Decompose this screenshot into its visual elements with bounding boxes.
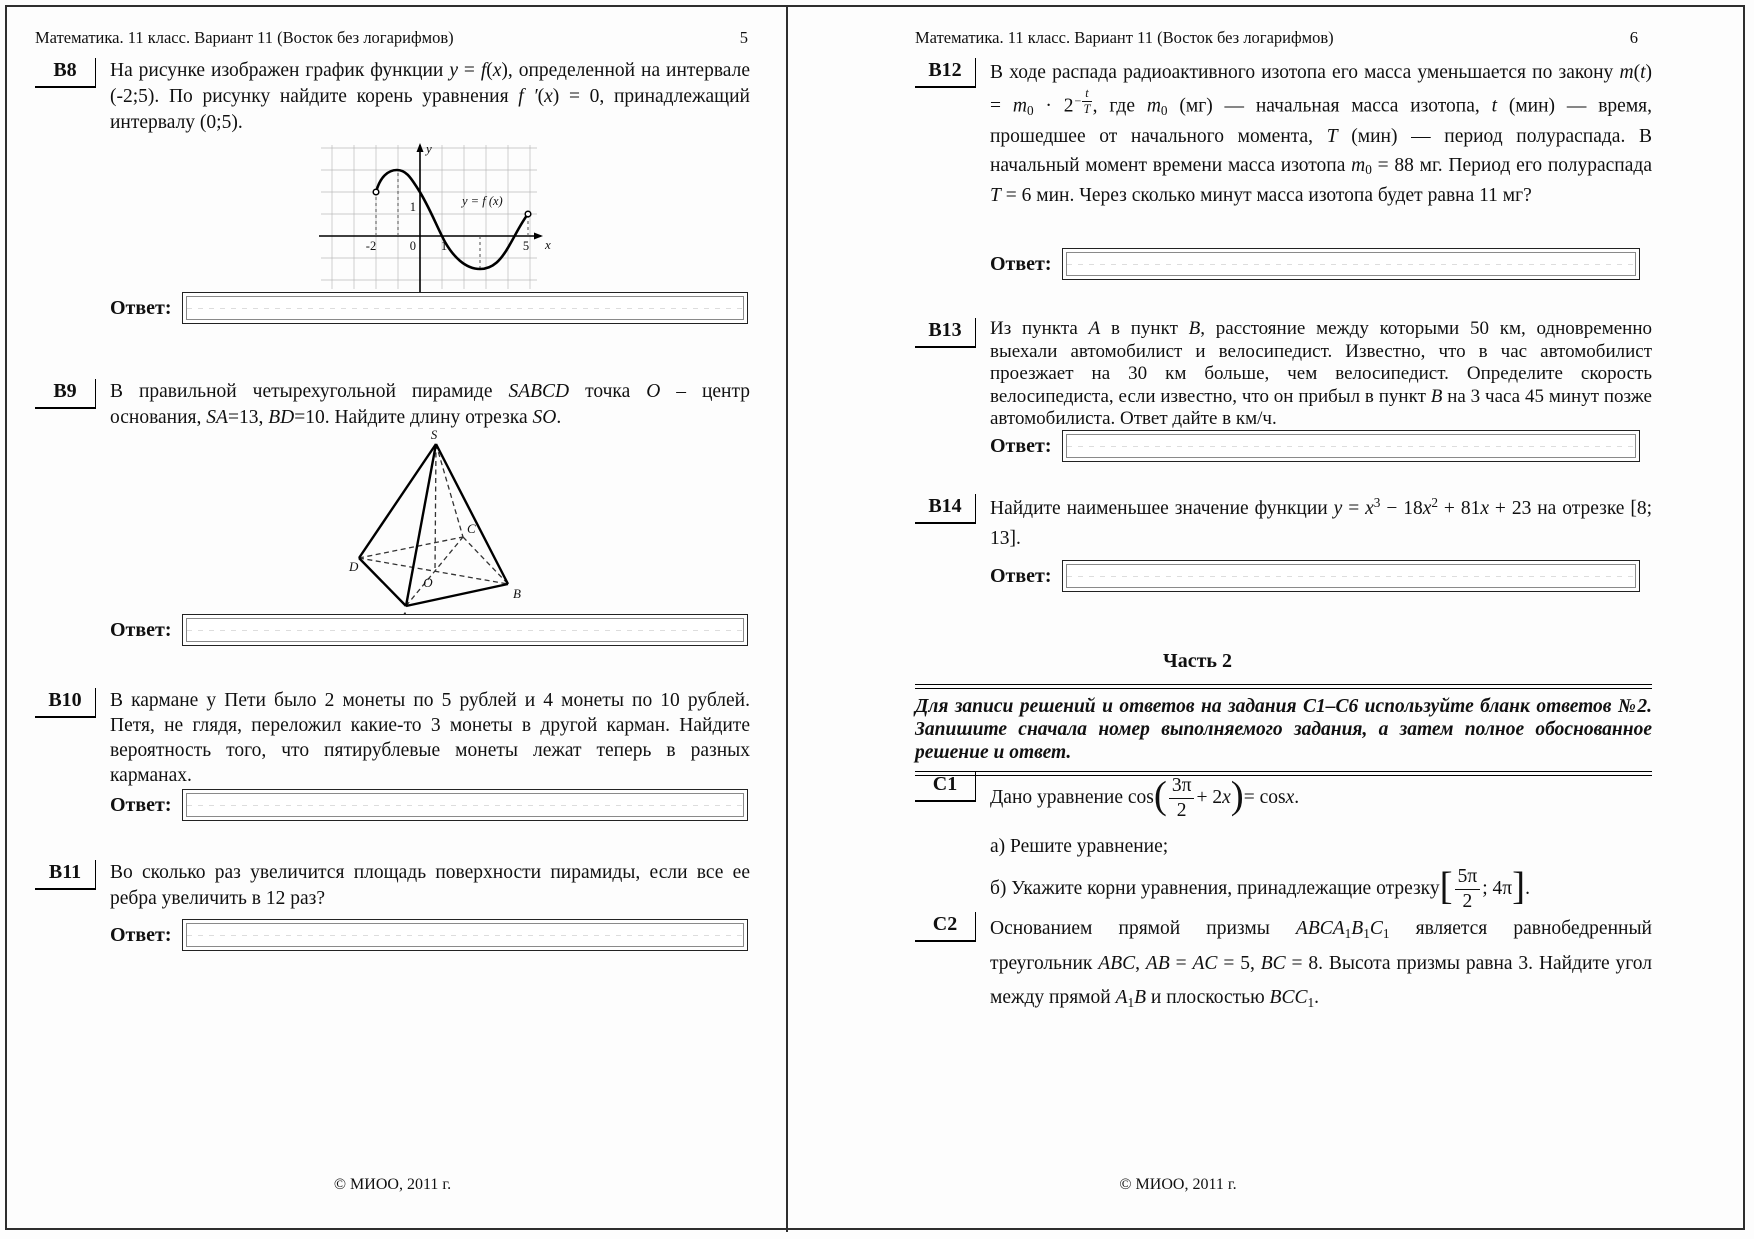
problem-b11 bbox=[35, 860, 750, 912]
answer-row-b10 bbox=[110, 789, 748, 821]
answer-label: Ответ: bbox=[110, 793, 172, 816]
answer-field[interactable] bbox=[1066, 252, 1636, 276]
problem-text: В кармане у Пети было 2 монеты по 5 рублей и 4 монеты по 10 рублей. Петя, не глядя, переложил какие-то 3 монеты в другой карман. Найдите вероятность того, что пятирублевые монеты лежат теперь в разных карманах. bbox=[110, 690, 750, 786]
tick-x-0: 0 bbox=[409, 239, 416, 253]
tick-x-neg2: -2 bbox=[365, 239, 377, 253]
problem-b13 bbox=[915, 318, 1652, 431]
answer-box-b11[interactable] bbox=[182, 919, 748, 951]
answer-field[interactable] bbox=[1066, 434, 1636, 458]
problem-c2 bbox=[915, 912, 1652, 1016]
answer-label: Ответ: bbox=[110, 618, 172, 641]
open-endpoint-right bbox=[525, 211, 531, 217]
instruction-block bbox=[915, 684, 1652, 776]
problem-text: В ходе распада радиоактивного изотопа его масса уменьшается по закону m(t) = m0 · 2 − $\frac{t}{T}$ , где m0 (мг) — начальная масса изотопа, t (мин) — время, прошедшее от начального момента, T (мин) — период полураспада. В начальный момент времени масса изотопа m0 = 88 мг. Период его полураспада T = 6 мин. Через сколько минут масса изотопа будет равна 11 мг? bbox=[990, 62, 1653, 206]
problem-text: Во сколько раз увеличится площадь поверхности пирамиды, если все ее ребра увеличить в 12 раз? bbox=[110, 862, 750, 909]
page-number: 6 bbox=[1629, 28, 1638, 47]
grid bbox=[321, 145, 537, 289]
page-divider bbox=[786, 5, 788, 1232]
vertex-label-C: C bbox=[467, 521, 476, 536]
answer-box-b13[interactable] bbox=[1062, 430, 1640, 462]
answer-label: Ответ: bbox=[110, 296, 172, 319]
header-title: Математика. 11 класс. Вариант 11 (Восток без логарифмов) bbox=[915, 28, 1334, 47]
instruction-text: Для записи решений и ответов на задания С1–С6 используйте бланк ответов №2. Запишите сначала номер выполняемого задания, а затем полное обоснованное решение и ответ. bbox=[915, 696, 1652, 763]
problem-b14 bbox=[915, 494, 1652, 553]
tick-y-1: 1 bbox=[409, 200, 416, 214]
x-axis-arrow bbox=[534, 233, 543, 240]
answer-row-b9 bbox=[110, 614, 748, 646]
problem-label: В8 bbox=[35, 58, 96, 88]
answer-row-b14 bbox=[990, 560, 1640, 592]
answer-field[interactable] bbox=[1066, 564, 1636, 588]
answer-row-b12 bbox=[990, 248, 1640, 280]
problem-label: В12 bbox=[915, 58, 976, 88]
answer-row-b13 bbox=[990, 430, 1640, 462]
y-axis-arrow bbox=[417, 143, 424, 152]
problem-label: В11 bbox=[35, 860, 96, 890]
answer-label: Ответ: bbox=[110, 923, 172, 946]
tick-x-1: 1 bbox=[440, 239, 448, 253]
problem-c1 bbox=[915, 772, 1652, 912]
answer-box-b14[interactable] bbox=[1062, 560, 1640, 592]
tick-x-5: 5 bbox=[522, 239, 530, 253]
c1-part-b: б) Укажите корни уравнения, принадлежащие отрезку [ $\frac{5\pi}{2}$ ; 4π ] . bbox=[990, 865, 1530, 912]
answer-field[interactable] bbox=[186, 793, 744, 817]
function-graph-figure bbox=[305, 139, 555, 306]
vertex-label-D: D bbox=[349, 559, 359, 574]
answer-label: Ответ: bbox=[990, 252, 1052, 275]
open-endpoint-left bbox=[373, 189, 379, 195]
problem-text: В правильной четырехугольной пирамиде SABCD точка O – центр основания, SA=13, BD=10. Найдите длину отрезка SO. bbox=[110, 381, 751, 428]
answer-row-b8 bbox=[110, 292, 748, 324]
right-page-footer: © МИОО, 2011 г. bbox=[1119, 1176, 1237, 1193]
c1-part-a: а) Решите уравнение; bbox=[990, 836, 1169, 857]
problem-label: С1 bbox=[915, 772, 976, 802]
vertex-label-B: B bbox=[513, 586, 521, 601]
vertex-label-S: S bbox=[430, 428, 438, 442]
problem-b12 bbox=[915, 58, 1652, 210]
c1-equation: Дано уравнение cos ( $\frac{3\pi}{2}$ + 2 x ) = cos x . bbox=[990, 774, 1300, 821]
y-axis-label: y bbox=[426, 141, 432, 156]
right-page-header bbox=[915, 28, 1638, 48]
header-title: Математика. 11 класс. Вариант 11 (Восток без логарифмов) bbox=[35, 28, 454, 47]
answer-row-b11 bbox=[110, 919, 748, 951]
answer-label: Ответ: bbox=[990, 434, 1052, 457]
answer-box-b8[interactable] bbox=[182, 292, 748, 324]
left-page-header bbox=[35, 28, 748, 48]
problem-b9 bbox=[35, 379, 750, 431]
problem-label: В13 bbox=[915, 318, 976, 348]
center-label-O: O bbox=[423, 575, 433, 590]
problem-text: Найдите наименьшее значение функции $y = x^3 - 18x^2 + 81x + 23$ на отрезке [8; 13]. bbox=[990, 494, 1653, 549]
function-curve bbox=[376, 170, 528, 269]
problem-text: Основанием прямой призмы ABCA1B1C1 является равнобедренный треугольник ABC, AB = AC = 5, BC = 8. Высота призмы равна 3. Найдите угол между прямой A1B и плоскостью BCC1. bbox=[990, 918, 1653, 1010]
problem-b10 bbox=[35, 688, 750, 788]
x-axis-label: x bbox=[545, 237, 551, 252]
problem-text: На рисунке изображен график функции y = f(x), определенной на интервале (-2;5). По рисунку найдите корень уравнения f ′(x) = 0, принадлежащий интервалу (0;5). bbox=[110, 60, 751, 133]
pyramid-visible-edges bbox=[359, 444, 508, 606]
problem-label: В10 bbox=[35, 688, 96, 718]
problem-label: В14 bbox=[915, 494, 976, 524]
answer-box-b9[interactable] bbox=[182, 614, 748, 646]
problem-text: Из пункта А в пункт В, расстояние между которыми 50 км, одновременно выехали автомобилист и велосипедист. Известно, что в час автомобилист проезжает на 30 км больше, чем велосипедист. Определите скорость велосипедиста, если известно, что он прибыл в пункт В на 3 часа 45 минут позже автомобилиста. Ответ дайте в км/ч. bbox=[990, 318, 1653, 429]
part2-heading: Часть 2 bbox=[1163, 650, 1232, 672]
answer-field[interactable] bbox=[186, 923, 744, 947]
function-graph bbox=[305, 139, 555, 301]
answer-field[interactable] bbox=[186, 296, 744, 320]
curve-label: y = f (x) bbox=[462, 194, 503, 208]
answer-box-b10[interactable] bbox=[182, 789, 748, 821]
pyramid-drawing bbox=[348, 428, 528, 628]
answer-label: Ответ: bbox=[990, 564, 1052, 587]
pyramid-figure bbox=[348, 428, 528, 633]
left-page-footer: © МИОО, 2011 г. bbox=[333, 1176, 452, 1193]
problem-label: В9 bbox=[35, 379, 96, 409]
page-number: 5 bbox=[739, 28, 748, 47]
problem-b8 bbox=[35, 58, 750, 136]
answer-box-b12[interactable] bbox=[1062, 248, 1640, 280]
problem-label: С2 bbox=[915, 912, 976, 942]
answer-field[interactable] bbox=[186, 618, 744, 642]
